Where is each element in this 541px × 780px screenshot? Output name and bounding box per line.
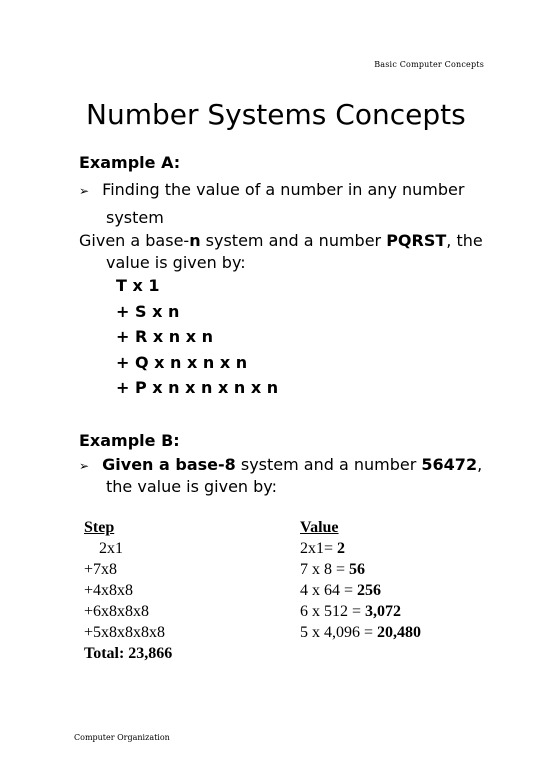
bullet-text-line2: system [106, 208, 164, 227]
value-expr: 4 x 64 = [300, 582, 358, 599]
given-prefix: Given a base- [79, 231, 190, 250]
example-a-heading: Example A: [79, 153, 181, 172]
step-row: +7x8 [84, 561, 118, 578]
formula-term: + R x n x n [116, 327, 213, 346]
value-expr: 2x1= [300, 540, 338, 557]
value-result: 2 [337, 540, 346, 557]
value-result: 20,480 [377, 624, 422, 641]
value-column [300, 517, 421, 643]
example-b-bullet [79, 454, 482, 477]
formula-term: T x 1 [116, 276, 160, 295]
example-b-mid: system and a number [235, 455, 422, 474]
step-row: +6x8x8x8 [84, 603, 150, 620]
page-title: Number Systems Concepts [86, 98, 466, 131]
value-header: Value [300, 519, 339, 536]
given-mid: system and a number [200, 231, 387, 250]
step-header: Step [84, 519, 115, 536]
value-result: 56 [349, 561, 366, 578]
running-footer: Computer Organization [74, 733, 170, 742]
example-a-bullet [79, 179, 464, 202]
step-column [84, 517, 172, 664]
formula-term: + P x n x n x n x n [116, 378, 279, 397]
step-row: +4x8x8 [84, 582, 134, 599]
arrow-bullet-icon: ➢ [79, 459, 90, 473]
value-expr: 7 x 8 = [300, 561, 350, 578]
example-b-line2: the value is given by: [106, 477, 277, 496]
value-row [300, 580, 421, 601]
given-base-symbol: n [189, 231, 201, 250]
value-expr: 6 x 512 = [300, 603, 366, 620]
step-row: 2x1 [99, 540, 123, 557]
value-result: 256 [357, 582, 382, 599]
total-label: Total: 23,866 [84, 645, 173, 662]
arrow-bullet-icon: ➢ [79, 184, 90, 198]
given-sentence-line1 [79, 230, 483, 252]
value-row [300, 622, 421, 643]
value-row [300, 559, 421, 580]
given-suffix: , the [446, 231, 483, 250]
example-b-base: Given a base-8 [102, 455, 236, 474]
value-result: 3,072 [365, 603, 402, 620]
given-number: PQRST [386, 231, 447, 250]
value-row [300, 601, 421, 622]
running-header: Basic Computer Concepts [374, 60, 484, 69]
bullet-text-line1: Finding the value of a number in any number [102, 180, 465, 199]
formula-term: + S x n [116, 302, 180, 321]
value-row [300, 538, 421, 559]
step-row: +5x8x8x8x8 [84, 624, 166, 641]
example-b-heading: Example B: [79, 431, 180, 450]
given-sentence-line2: value is given by: [106, 253, 246, 272]
example-b-number: 56472 [421, 455, 478, 474]
example-b-comma: , [477, 455, 483, 474]
formula-term: + Q x n x n x n [116, 353, 248, 372]
value-expr: 5 x 4,096 = [300, 624, 378, 641]
